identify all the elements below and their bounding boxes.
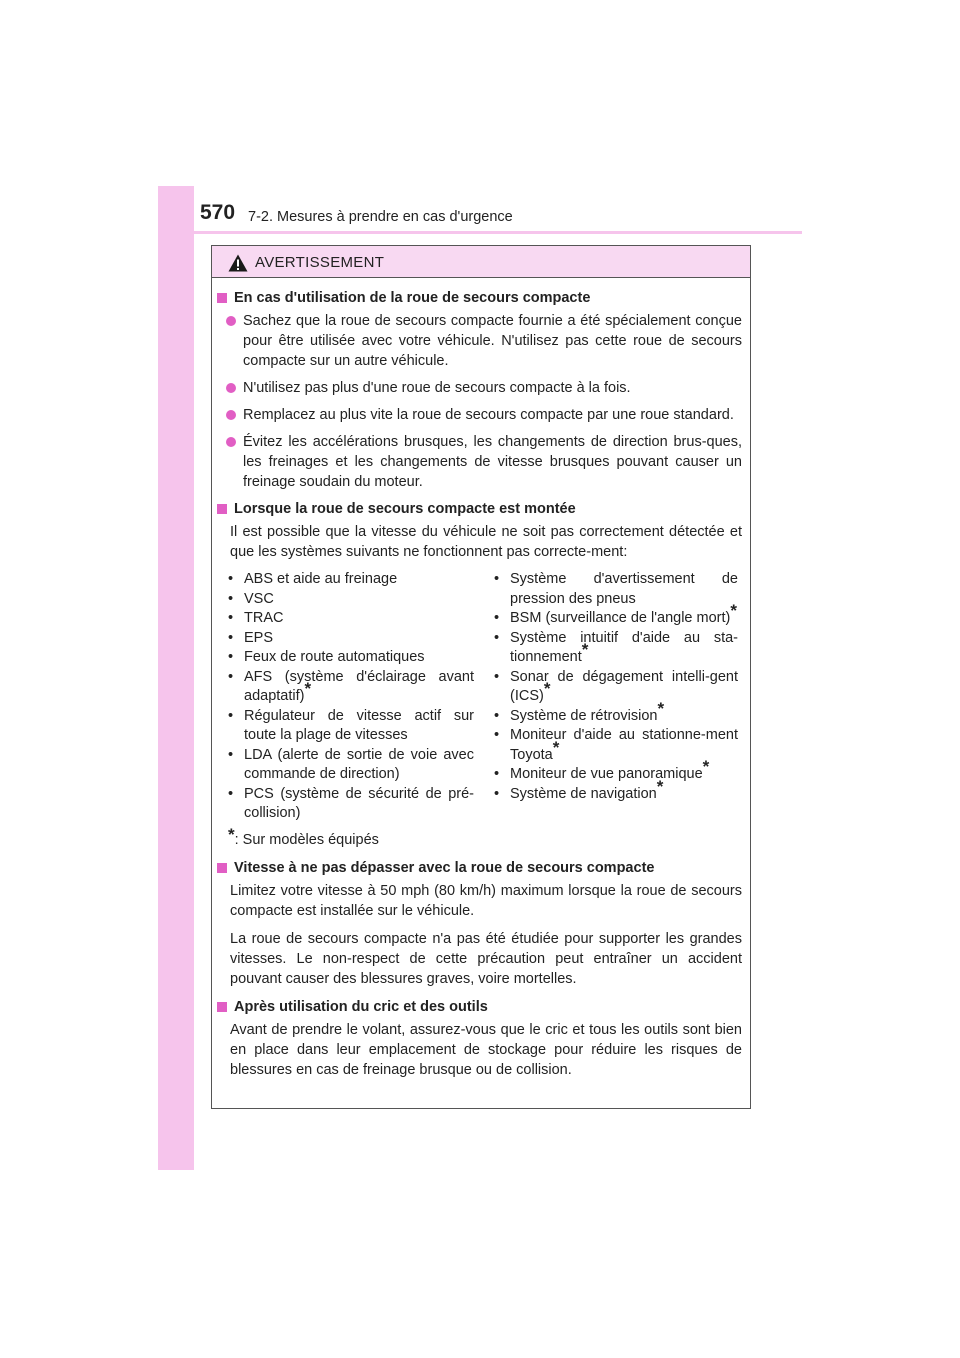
side-color-band xyxy=(158,186,194,1170)
bullet-text: Évitez les accélérations brusques, les changements de direction brus-ques, les freinages et les changements de vitesse brusques pouvant causer un freinage soudain du moteur. xyxy=(243,434,742,490)
section-title: 7-2. Mesures à prendre en cas d'urgence xyxy=(248,209,513,225)
heading-text: Après utilisation du cric et des outils xyxy=(234,998,488,1015)
square-bullet-icon xyxy=(217,863,227,873)
asterisk-mark: * xyxy=(543,679,551,698)
warning-box xyxy=(211,245,751,1109)
list-item: • Système intuitif d'aide au sta-tionnement* xyxy=(492,629,738,668)
bullet-item xyxy=(213,311,742,371)
warning-triangle-icon xyxy=(228,254,248,272)
asterisk-mark: * xyxy=(304,679,312,698)
list-item: • BSM (surveillance de l'angle mort)* xyxy=(492,609,738,629)
list-item: • VSC xyxy=(226,590,474,610)
bullet-text: N'utilisez pas plus d'une roue de secours compacte à la fois. xyxy=(243,380,631,396)
list-item: • LDA (alerte de sortie de voie avec commande de direction) xyxy=(226,746,474,785)
round-bullet-icon xyxy=(226,316,236,326)
list-item: • Régulateur de vitesse actif sur toute la plage de vitesses xyxy=(226,707,474,746)
paragraph: Avant de prendre le volant, assurez-vous que le cric et tous les outils sont bien en place dans leur emplacement de stockage pour réduire les risques de blessures en cas de freinage brusque ou de collision. xyxy=(230,1021,742,1078)
list-item: • TRAC xyxy=(226,609,474,629)
paragraph: La roue de secours compacte n'a pas été étudiée pour supporter les grandes vitesses. Le non-respect de cette précaution peut entraîner un accident pouvant causer des blessures graves, voire mortelles. xyxy=(230,930,742,987)
list-item: • PCS (système de sécurité de pré-collision) xyxy=(226,785,474,824)
list-item: • Système d'avertissement de pression des pneus xyxy=(492,570,738,609)
systems-column-left xyxy=(226,570,474,824)
section-heading xyxy=(217,858,740,878)
list-item: • Feux de route automatiques xyxy=(226,648,474,668)
asterisk-mark: * xyxy=(228,824,235,844)
bullet-text: Remplacez au plus vite la roue de secours compacte par une roue standard. xyxy=(243,407,734,423)
list-item: • Sonar de dégagement intelli-gent (ICS)* xyxy=(492,668,738,707)
page-number: 570 xyxy=(200,201,236,224)
asterisk-mark: * xyxy=(730,601,737,620)
list-item: • AFS (système d'éclairage avant adaptatif)* xyxy=(226,668,474,707)
round-bullet-icon xyxy=(226,437,236,447)
section-heading xyxy=(217,499,740,519)
warning-header xyxy=(212,246,750,278)
round-bullet-icon xyxy=(226,383,236,393)
paragraph: Limitez votre vitesse à 50 mph (80 km/h) maximum lorsque la roue de secours compacte est installée sur le véhicule. xyxy=(230,882,742,919)
asterisk-mark: * xyxy=(702,757,710,776)
footnote-text: : Sur modèles équipés xyxy=(234,831,379,848)
asterisk-mark: * xyxy=(657,698,665,718)
heading-text: Lorsque la roue de secours compacte est montée xyxy=(234,501,576,517)
list-item: • Système de navigation* xyxy=(492,785,738,805)
heading-text: En cas d'utilisation de la roue de secours compacte xyxy=(234,290,591,306)
bullet-text: Sachez que la roue de secours compacte fournie a été spécialement conçue pour être utilisée avec votre véhicule. N'utilisez pas cette roue de secours compacte sur un autre véhicule. xyxy=(243,313,742,369)
asterisk-mark: * xyxy=(656,776,664,796)
bullet-item xyxy=(213,405,742,425)
list-item: • ABS et aide au freinage xyxy=(226,570,474,590)
warning-title: AVERTISSEMENT xyxy=(255,254,385,271)
footnote xyxy=(228,824,750,850)
square-bullet-icon xyxy=(217,293,227,303)
square-bullet-icon xyxy=(217,1002,227,1012)
asterisk-mark: * xyxy=(552,737,560,757)
warning-content xyxy=(212,288,750,1088)
square-bullet-icon xyxy=(217,504,227,514)
list-item: • Moniteur d'aide au stationne-ment Toyota* xyxy=(492,726,738,765)
list-item: • EPS xyxy=(226,629,474,649)
asterisk-mark: * xyxy=(581,640,589,659)
section-heading xyxy=(217,997,740,1017)
list-item: • Moniteur de vue panoramique* xyxy=(492,765,738,785)
bullet-item xyxy=(213,432,742,492)
intro-paragraph: Il est possible que la vitesse du véhicule ne soit pas correctement détectée et que les systèmes suivants ne fonctionnent pas correcte-ment: xyxy=(230,524,742,560)
systems-column-right xyxy=(492,570,738,824)
bullet-item xyxy=(213,378,742,398)
round-bullet-icon xyxy=(226,410,236,420)
heading-text: Vitesse à ne pas dépasser avec la roue de secours compacte xyxy=(234,859,655,876)
header-rule xyxy=(158,231,802,234)
affected-systems-list xyxy=(226,570,750,824)
list-item: • Système de rétrovision* xyxy=(492,707,738,727)
section-heading xyxy=(217,288,740,308)
